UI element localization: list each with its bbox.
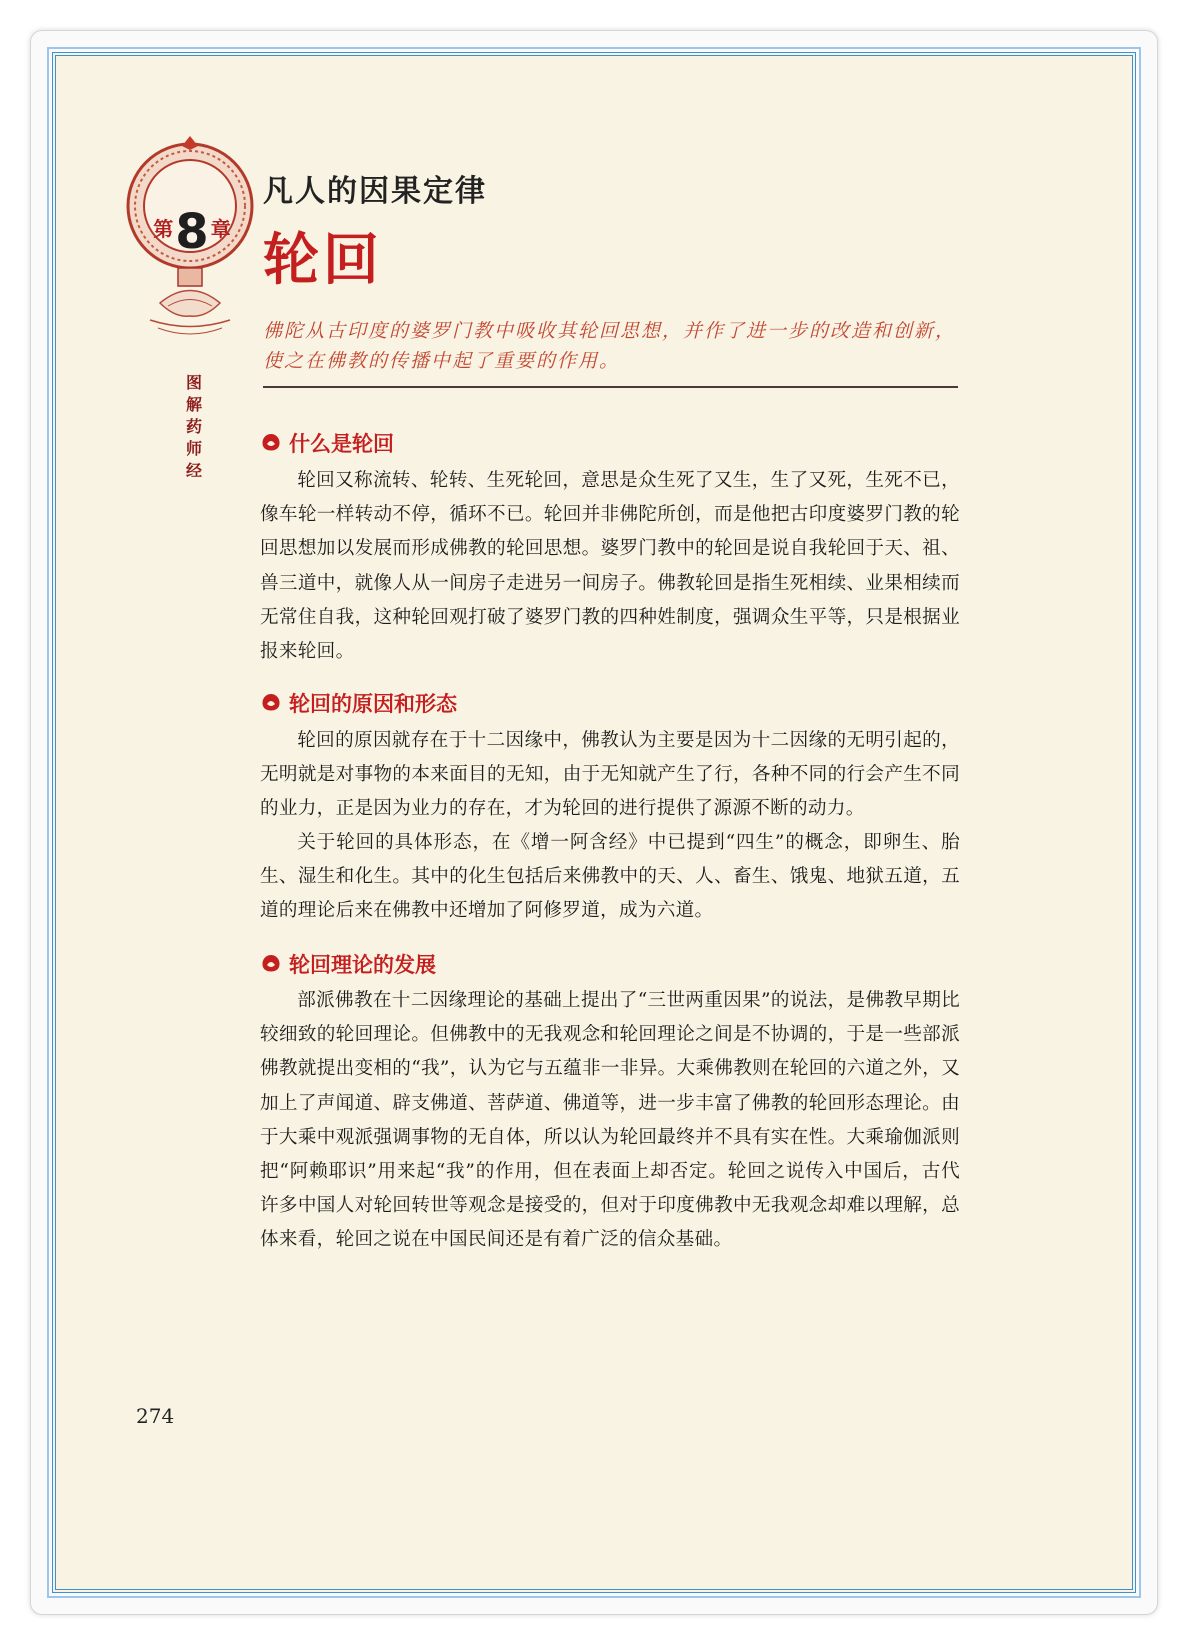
chapter-intro: 佛陀从古印度的婆罗门教中吸收其轮回思想，并作了进一步的改造和创新，使之在佛教的传播中起了重要的作用。 [263,320,957,372]
chapter-number: 8 [175,204,209,260]
chapter-number-label [142,204,242,260]
lotus-bullet-icon [259,432,283,454]
chapter-title: 轮回 [263,227,383,293]
page-number: 274 [136,1404,175,1428]
section-heading [259,428,394,458]
section-paragraph: 轮回又称流转、轮转、生死轮回，意思是众生死了又生，生了又死，生死不已，像车轮一样转动不停，循环不已。轮回并非佛陀所创，而是他把古印度婆罗门教的轮回思想加以发展而形成佛教的轮回思想。婆罗门教中的轮回是说自我轮回于天、祖、兽三道中，就像人从一间房子走进另一间房子。佛教轮回是指生死相续、业果相续而无常住自我，这种轮回观打破了婆罗门教的四种姓制度，强调众生平等，只是根据业报来轮回。 [260,470,960,663]
intro-divider [263,386,958,388]
chapter-prefix: 第 [153,217,174,241]
section-heading-text: 轮回的原因和形态 [289,692,457,716]
lotus-bullet-icon [259,692,283,714]
book-page [52,52,1136,1593]
lotus-bullet-icon [259,953,283,975]
section-heading [259,949,436,979]
section-paragraph: 轮回的原因就存在于十二因缘中，佛教认为主要是因为十二因缘的无明引起的，无明就是对事物的本来面目的无知，由于无知就产生了行，各种不同的行会产生不同的业力，正是因为业力的存在，才为轮回的进行提供了源源不断的动力。 [260,730,960,820]
chapter-suffix: 章 [210,217,231,241]
section-paragraph: 部派佛教在十二因缘理论的基础上提出了“三世两重因果”的说法，是佛教早期比较细致的轮回理论。但佛教中的无我观念和轮回理论之间是不协调的，于是一些部派佛教就提出变相的“我”，认为它与五蕴非一非异。大乘佛教则在轮回的六道之外，又加上了声闻道、辟支佛道、菩萨道、佛道等，进一步丰富了佛教的轮回形态理论。由于大乘中观派强调事物的无自体，所以认为轮回最终并不具有实在性。大乘瑜伽派则把“阿赖耶识”用来起“我”的作用，但在表面上却否定。轮回之说传入中国后，古代许多中国人对轮回转世等观念是接受的，但对于印度佛教中无我观念却难以理解，总体来看，轮回之说在中国民间还是有着广泛的信众基础。 [260,990,960,1251]
section-heading [259,688,457,718]
chapter-subtitle: 凡人的因果定律 [263,174,487,209]
section-heading-text: 轮回理论的发展 [289,953,436,977]
book-side-title: 图解药师经 [185,373,202,480]
section-paragraph: 关于轮回的具体形态，在《增一阿含经》中已提到“四生”的概念，即卵生、胎生、湿生和化生。其中的化生包括后来佛教中的天、人、畜生、饿鬼、地狱五道，五道的理论后来在佛教中还增加了阿修罗道，成为六道。 [260,832,960,922]
section-heading-text: 什么是轮回 [289,432,394,456]
